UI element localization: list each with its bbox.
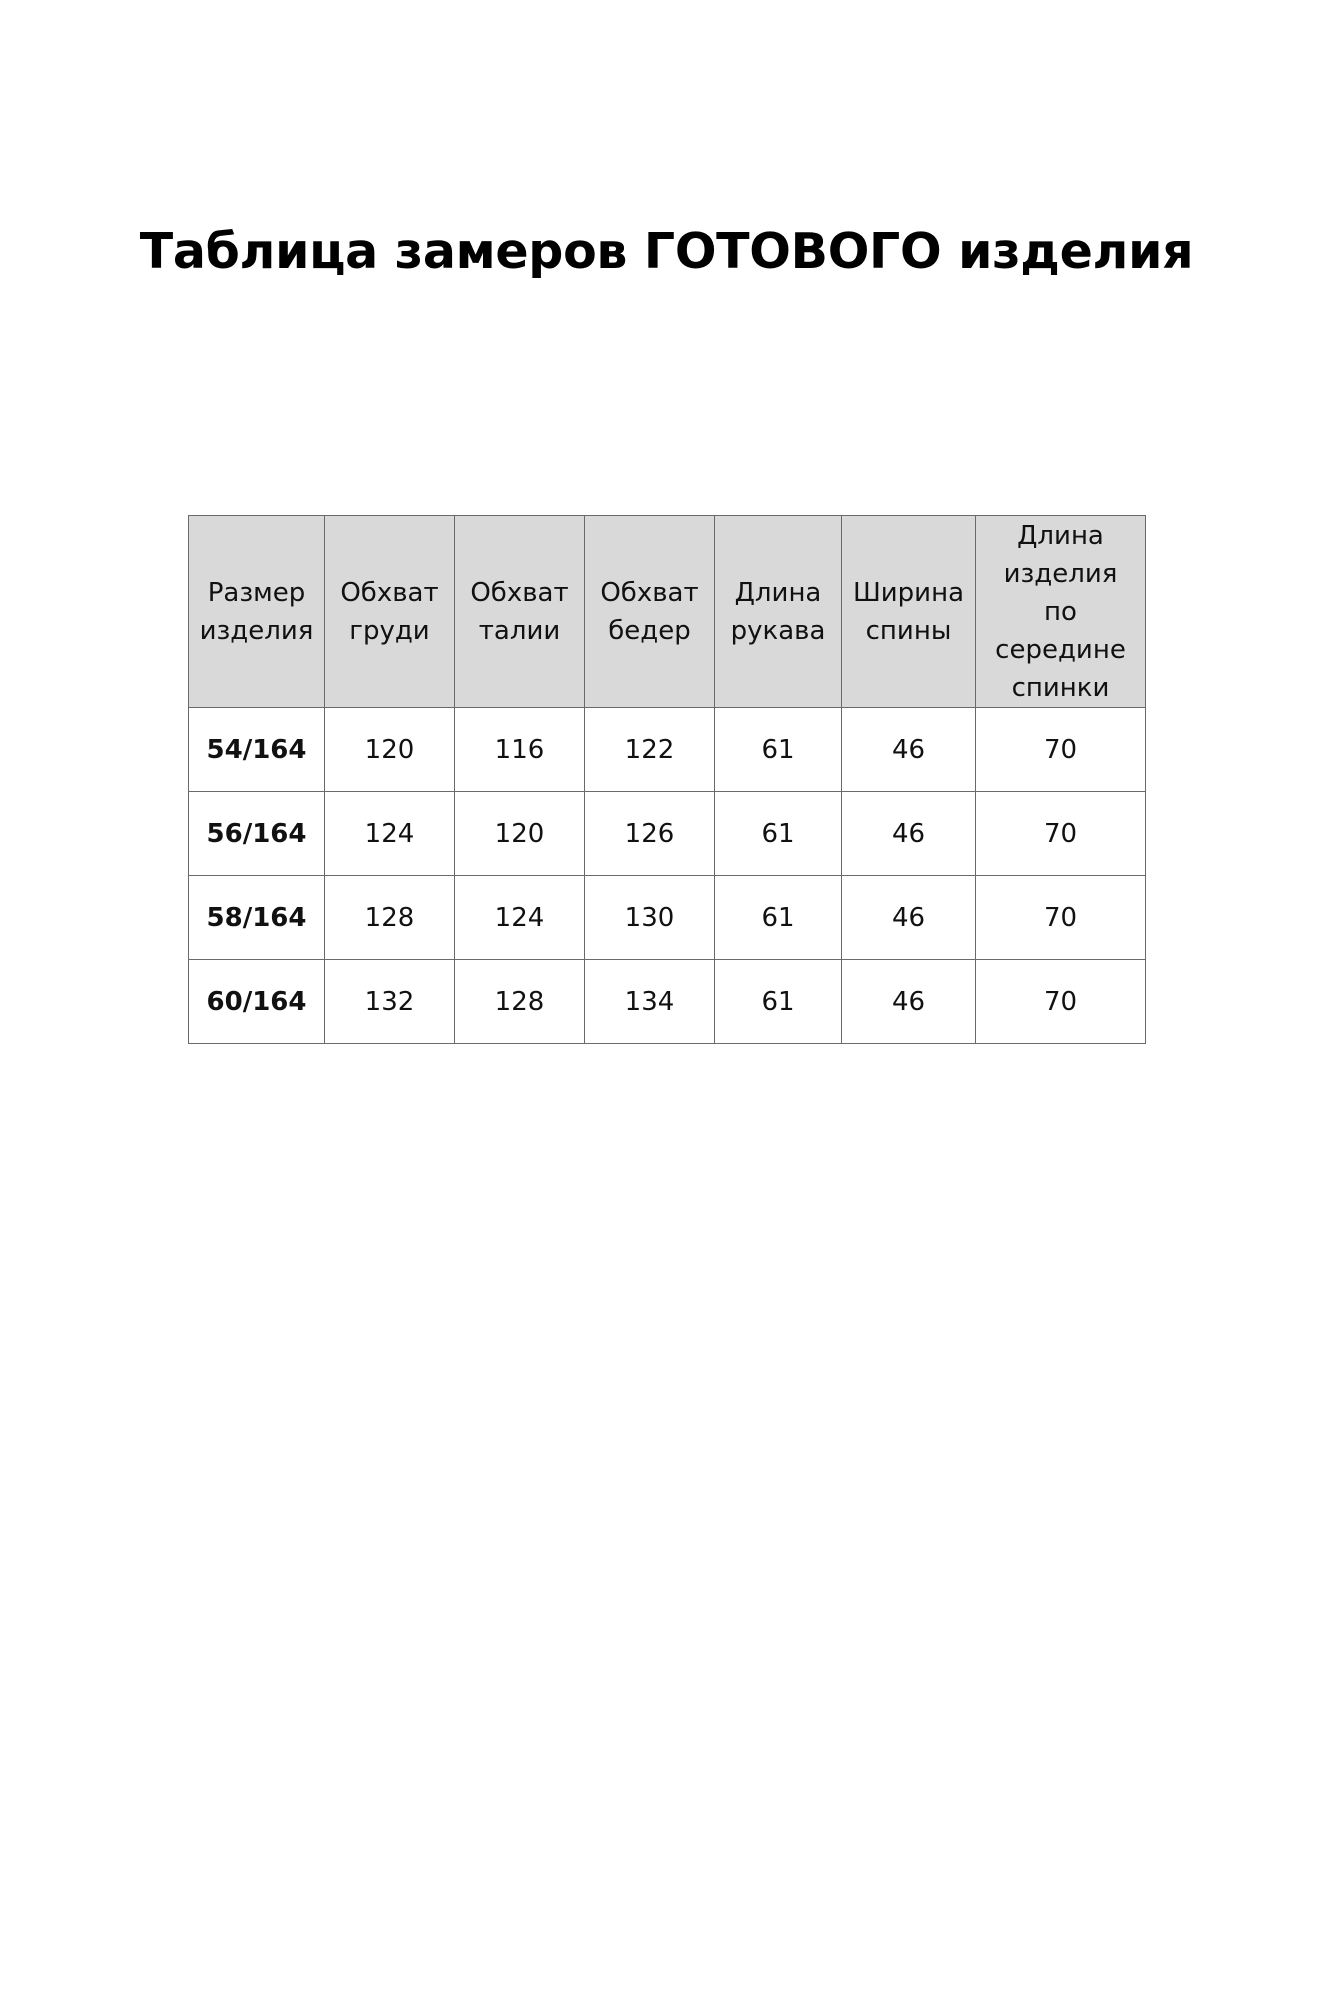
header-line: Обхват [600, 577, 699, 608]
header-line: талии [478, 615, 561, 646]
header-line: бедер [608, 615, 691, 646]
table-row [189, 792, 1146, 876]
chest-cell: 124 [325, 792, 455, 876]
back-width-cell: 46 [842, 792, 976, 876]
chest-cell: 132 [325, 960, 455, 1044]
header-line: середине [995, 634, 1126, 665]
header-line: Обхват [340, 577, 439, 608]
back-length-cell: 70 [976, 708, 1146, 792]
table-row [189, 960, 1146, 1044]
size-cell: 56/164 [189, 792, 325, 876]
header-line: Длина [1017, 520, 1104, 551]
header-line: спинки [1011, 672, 1110, 703]
header-size [189, 516, 325, 708]
header-back-width [842, 516, 976, 708]
header-line: изделия [1003, 558, 1118, 589]
hips-cell: 122 [585, 708, 715, 792]
header-row [189, 516, 1146, 708]
header-line: по [1044, 596, 1077, 627]
chest-cell: 120 [325, 708, 455, 792]
header-back-length [976, 516, 1146, 708]
sleeve-length-cell: 61 [715, 708, 842, 792]
sleeve-length-cell: 61 [715, 960, 842, 1044]
header-waist [455, 516, 585, 708]
hips-cell: 130 [585, 876, 715, 960]
back-width-cell: 46 [842, 960, 976, 1044]
header-line: Обхват [470, 577, 569, 608]
header-line: рукава [730, 615, 826, 646]
back-length-cell: 70 [976, 792, 1146, 876]
table-row [189, 708, 1146, 792]
size-table [188, 515, 1146, 1044]
hips-cell: 134 [585, 960, 715, 1044]
page-title: Таблица замеров ГОТОВОГО изделия [139, 223, 1194, 280]
back-width-cell: 46 [842, 876, 976, 960]
header-line: Размер [207, 577, 306, 608]
back-length-cell: 70 [976, 960, 1146, 1044]
waist-cell: 120 [455, 792, 585, 876]
size-table-container [188, 515, 1146, 1044]
table-row [189, 876, 1146, 960]
header-line: Ширина [852, 577, 965, 608]
header-line: изделия [199, 615, 314, 646]
header-line: груди [349, 615, 430, 646]
sleeve-length-cell: 61 [715, 792, 842, 876]
sleeve-length-cell: 61 [715, 876, 842, 960]
waist-cell: 124 [455, 876, 585, 960]
size-cell: 60/164 [189, 960, 325, 1044]
back-width-cell: 46 [842, 708, 976, 792]
header-chest [325, 516, 455, 708]
table-body [189, 708, 1146, 1044]
hips-cell: 126 [585, 792, 715, 876]
header-line: Длина [734, 577, 822, 608]
table-header [189, 516, 1146, 708]
back-length-cell: 70 [976, 876, 1146, 960]
header-sleeve-length [715, 516, 842, 708]
header-line: спины [865, 615, 952, 646]
size-cell: 58/164 [189, 876, 325, 960]
size-cell: 54/164 [189, 708, 325, 792]
waist-cell: 116 [455, 708, 585, 792]
chest-cell: 128 [325, 876, 455, 960]
header-hips [585, 516, 715, 708]
waist-cell: 128 [455, 960, 585, 1044]
